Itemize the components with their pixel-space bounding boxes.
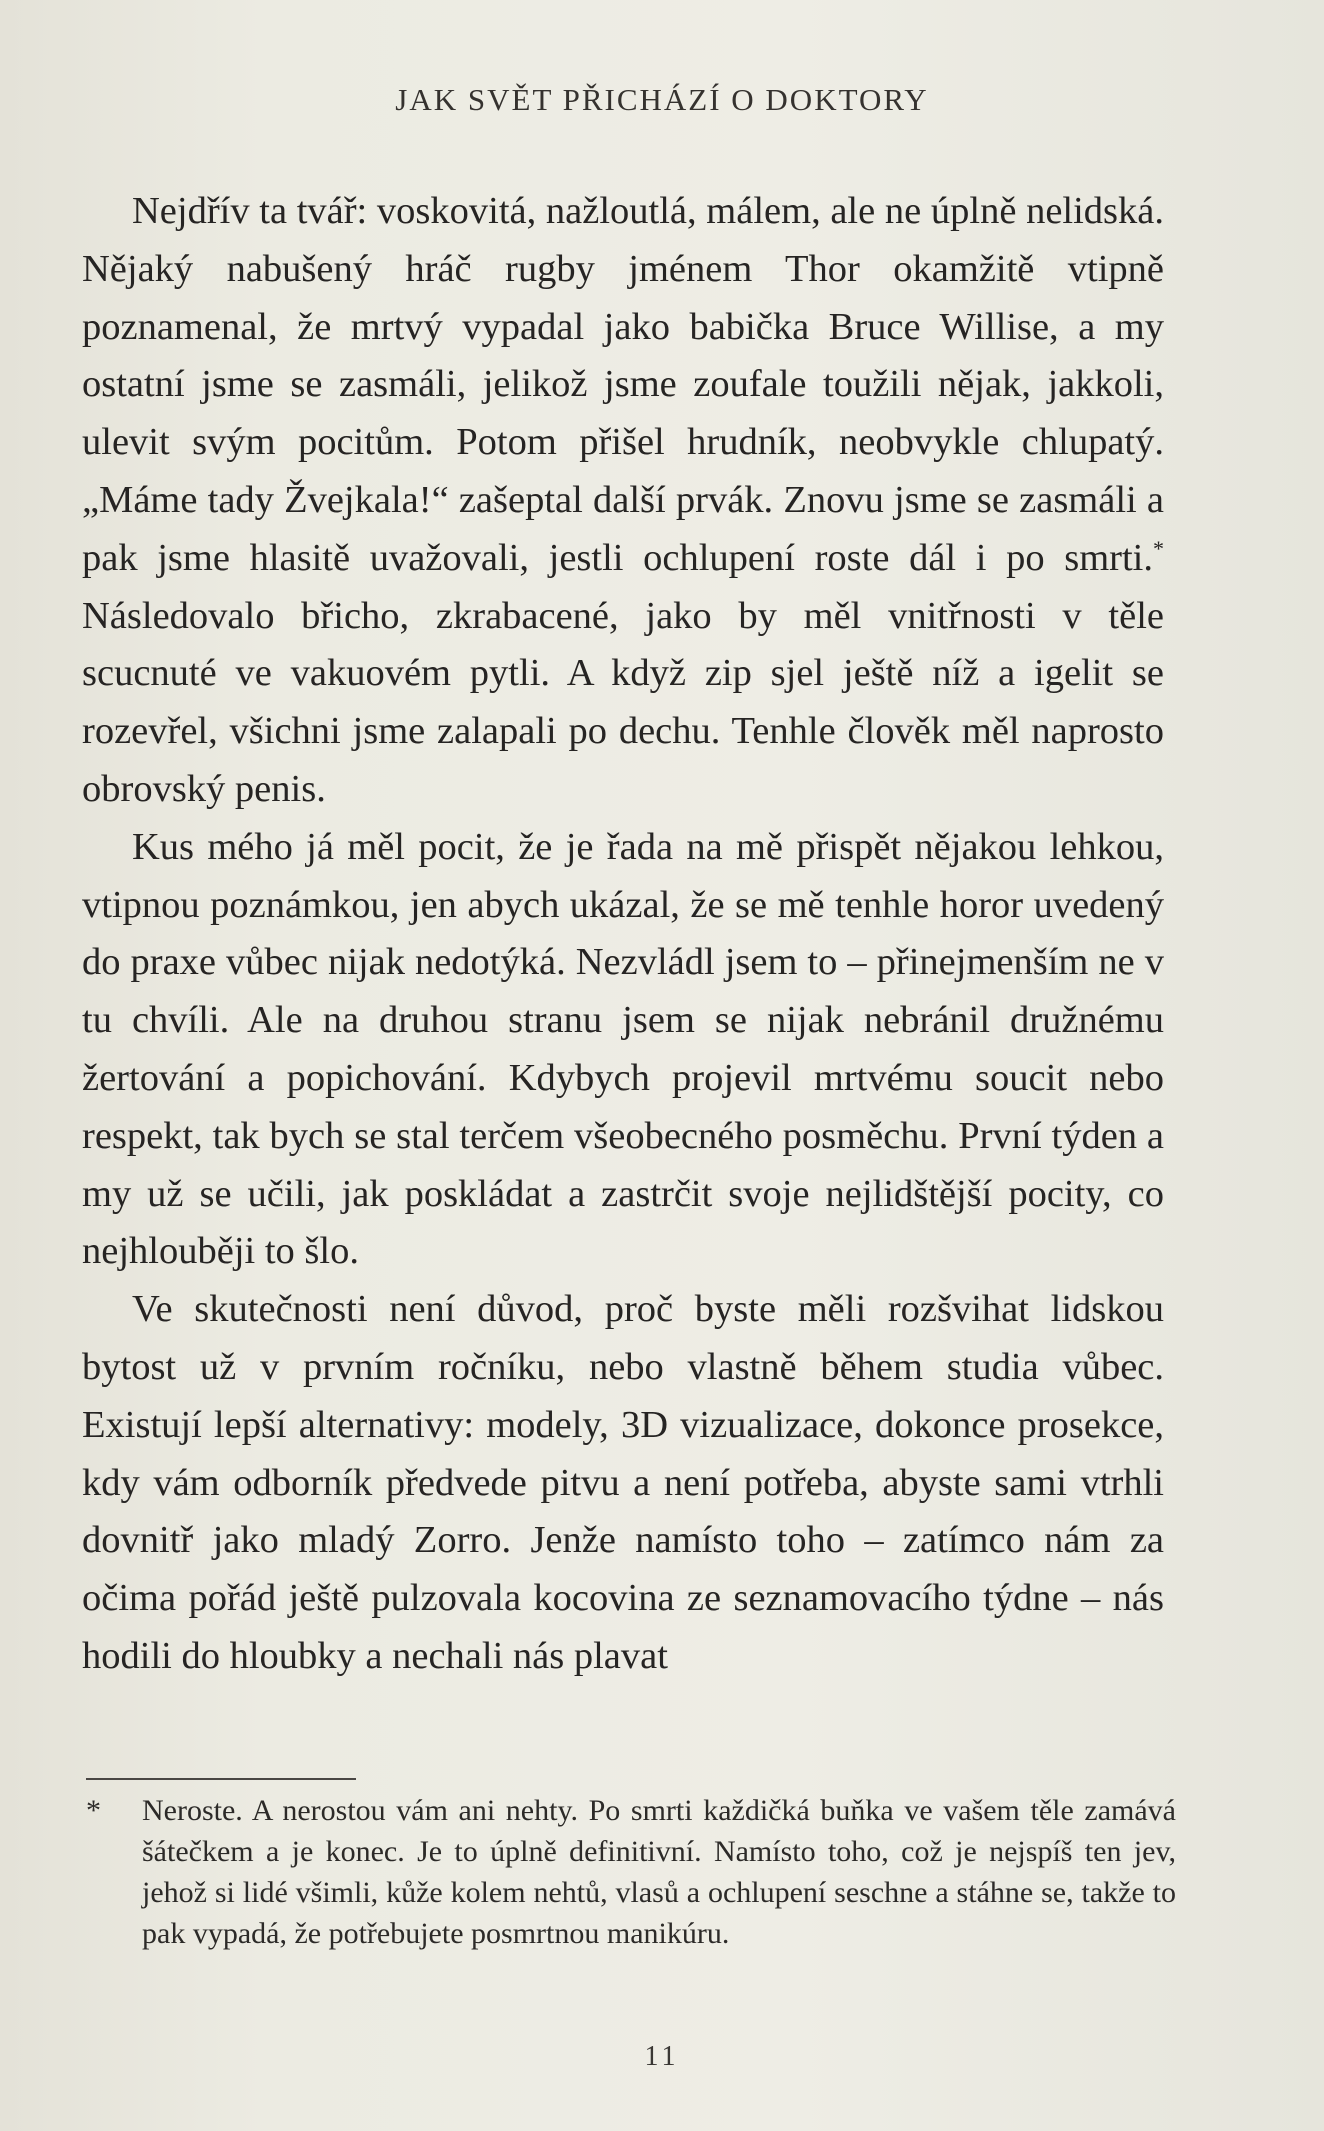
- paragraph-2: Kus mého já měl pocit, že je řada na mě přispět nějakou lehkou, vtipnou poznámkou, jen abych ukázal, že se mě tenhle horor uvedený do praxe vůbec nijak nedotýká. Nezvládl jsem to – přinejmenším ne v tu chvíli. Ale na druhou stranu jsem se nijak nebránil družnému žertování a popichování. Kdybych projevil mrtvému soucit nebo respekt, tak bych se stal terčem všeobecného posměchu. První týden a my už se učili, jak poskládat a zastrčit svoje nejlidštější pocity, co nejhlouběji to šlo.: [82, 825, 1164, 1273]
- paragraph-1-text-a: Nejdřív ta tvář: voskovitá, nažloutlá, málem, ale ne úplně nelidská. Nějaký nabušený hráč rugby jménem Thor okamžitě vtipně poznamenal, že mrtvý vypadal jako babička Bruce Willise, a my ostatní jsme se zasmáli, jelikož jsme zoufale toužili nějak, jakkoli, ulevit svým pocitům. Potom přišel hrudník, neobvykle chlupatý. „Máme tady Žvejkala!“ zašeptal další prvák. Znovu jsme se zasmáli a pak jsme hlasitě uvažovali, jestli ochlupení roste dál i po smrti.: [82, 190, 1164, 579]
- footnote-marker: *: [86, 1794, 101, 1827]
- body-text: [82, 183, 1164, 1686]
- footnote-reference: *: [1153, 535, 1164, 561]
- paragraph-3: Ve skutečnosti není důvod, proč byste měli rozšvihat lidskou bytost už v prvním ročníku, nebo vlastně během studia vůbec. Existují lepší alternativy: modely, 3D vizualizace, dokonce prosekce, kdy vám odborník předvede pitvu a není potřeba, abyste sami vtrhli dovnitř jako mladý Zorro. Jenže namísto toho – zatímco nám za očima pořád ještě pulzovala kocovina ze seznamovacího týdne – nás hodili do hloubky a nechali nás plavat: [82, 1288, 1164, 1677]
- footnote-divider: [86, 1778, 356, 1780]
- paragraph-1: [82, 183, 1164, 819]
- running-head: JAK SVĚT PŘICHÁZÍ O DOKTORY: [395, 82, 929, 117]
- page-number: 11: [644, 2041, 680, 2072]
- footnote-text: Neroste. A nerostou vám ani nehty. Po smrti každičká buňka ve vašem těle zamává šátečkem a je konec. Je to úplně definitivní. Namísto toho, což je nejspíš ten jev, jehož si lidé všimli, kůže kolem nehtů, vlasů a ochlupení seschne a stáhne se, takže to pak vypadá, že potřebujete posmrtnou manikúru.: [142, 1794, 1176, 1950]
- footnote: [86, 1790, 1176, 1954]
- paragraph-1-text-b: Následovalo břicho, zkrabacené, jako by měl vnitřnosti v těle scucnuté ve vakuovém pytli. A když zip sjel ještě níž a igelit se rozevřel, všichni jsme zalapali po dechu. Tenhle člověk měl naprosto obrovský penis.: [82, 594, 1164, 810]
